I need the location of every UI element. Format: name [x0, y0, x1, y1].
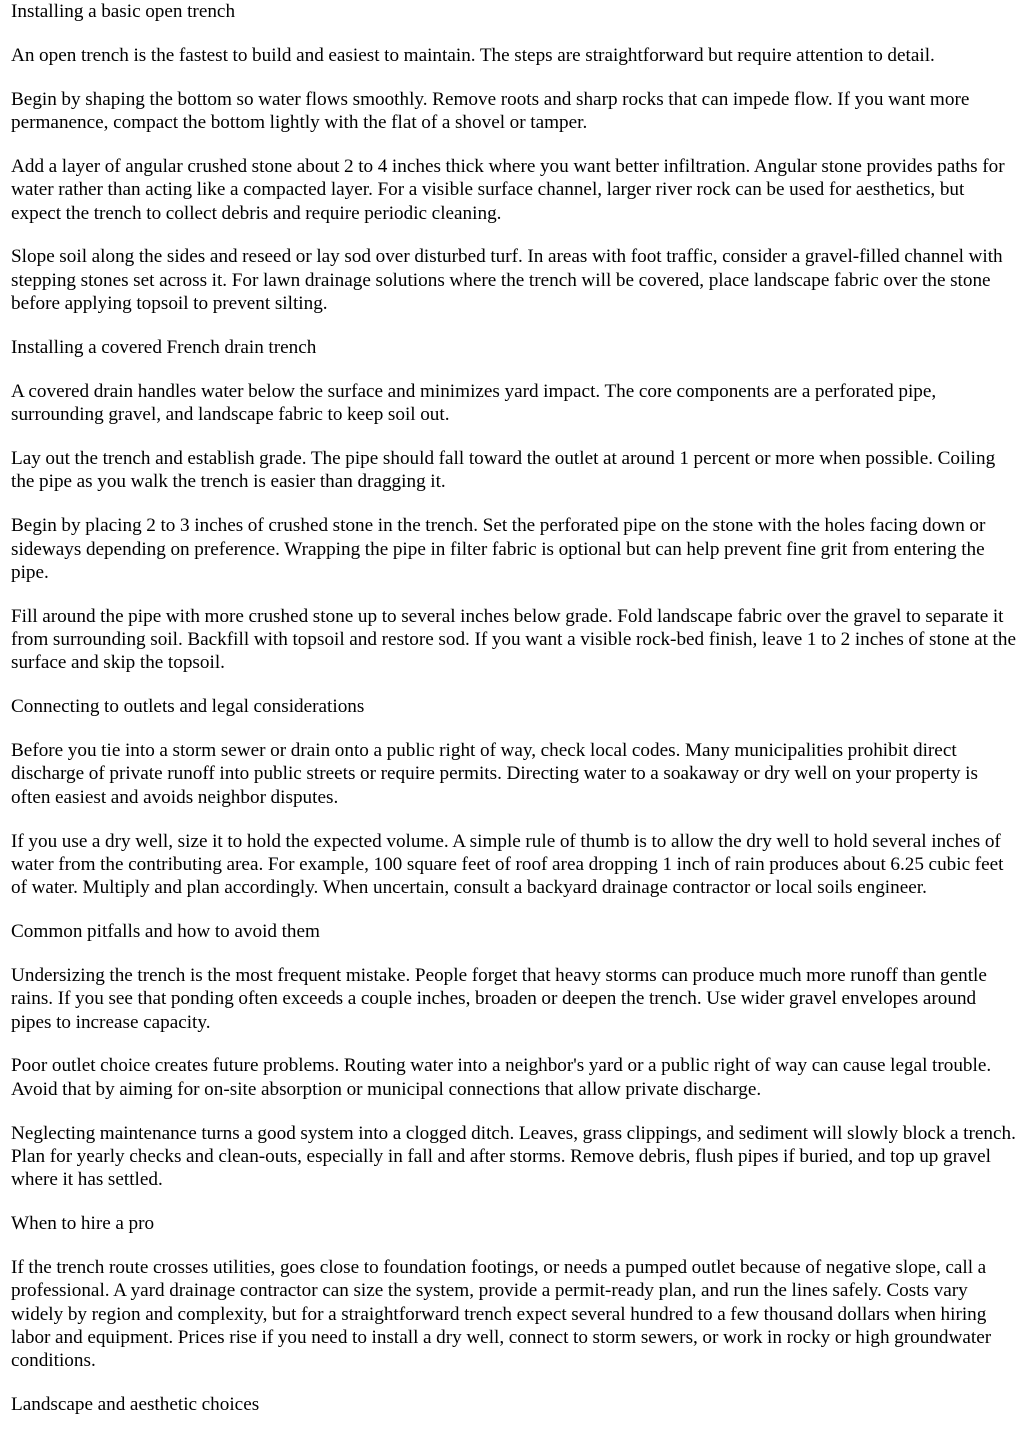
paragraph: Undersizing the trench is the most frequent mistake. People forget that heavy storms can produce much more runoff than gentle rains. If you see that ponding often exceeds a couple inches, broaden or deepen the trench. Use wider gravel envelopes around pipes to increase capacity.: [11, 964, 987, 1033]
paragraph: Begin by placing 2 to 3 inches of crushed stone in the trench. Set the perforated pipe on the stone with the holes facing down or sideways depending on preference. Wrapping the pipe in filter fabric is optional but can help prevent fine grit from entering the pipe.: [11, 515, 986, 583]
section-heading: When to hire a pro: [11, 1213, 155, 1235]
paragraph: If you use a dry well, size it to hold the expected volume. A simple rule of thumb is to allow the dry well to hold several inches of water from the contributing area. For example, 100 square feet of roof area dropping 1 inch of rain produces about 6.25 cubic feet of water. Multiply and plan accordingly. When uncertain, consult a backyard drainage contractor or local soils engineer.: [11, 830, 1004, 899]
section-heading: Installing a basic open trench: [11, 1, 236, 22]
paragraph: Neglecting maintenance turns a good system into a clogged ditch. Leaves, grass clippings, and sediment will slowly block a trench. Plan for yearly checks and clean-outs, especially in fall and after storms. Remove debris, flush pipes if buried, and top up gravel where it has settled.: [11, 1122, 1016, 1191]
paragraph: Poor outlet choice creates future problems. Routing water into a neighbor's yard or a public right of way can cause legal trouble. Avoid that by aiming for on-site absorption or municipal connections that allow private discharge.: [11, 1055, 992, 1100]
paragraph: An open trench is the fastest to build and easiest to maintain. The steps are straightforward but require attention to detail.: [11, 44, 935, 66]
paragraph: A covered drain handles water below the surface and minimizes yard impact. The core components are a perforated pipe, surrounding gravel, and landscape fabric to keep soil out.: [11, 380, 937, 426]
section-heading: Connecting to outlets and legal considerations: [11, 696, 365, 718]
section-heading: Common pitfalls and how to avoid them: [11, 921, 320, 943]
paragraph: Fill around the pipe with more crushed stone up to several inches below grade. Fold landscape fabric over the gravel to separate it from surrounding soil. Backfill with topsoil and restore sod. If you want a visible rock-bed finish, leave 1 to 2 inches of stone at the surface and skip the topsoil.: [11, 605, 1016, 674]
paragraph: Add a layer of angular crushed stone about 2 to 4 inches thick where you want better infiltration. Angular stone provides paths for water rather than acting like a compacted layer. For a visible surface channel, larger river rock can be used for aesthetics, but expect the trench to collect debris and require periodic cleaning.: [11, 155, 1005, 224]
paragraph: Slope soil along the sides and reseed or lay sod over disturbed turf. In areas with foot traffic, consider a gravel-filled channel with stepping stones set across it. For lawn drainage solutions where the trench will be covered, place landscape fabric over the stone before applying topsoil to prevent silting.: [11, 246, 1003, 315]
paragraph: Lay out the trench and establish grade. The pipe should fall toward the outlet at around 1 percent or more when possible. Coiling the pipe as you walk the trench is easier than dragging it.: [11, 448, 996, 493]
paragraph: Begin by shaping the bottom so water flows smoothly. Remove roots and sharp rocks that can impede flow. If you want more permanence, compact the bottom lightly with the flat of a shovel or tamper.: [11, 88, 970, 134]
section-heading: Landscape and aesthetic choices: [11, 1394, 260, 1416]
paragraph: If the trench route crosses utilities, goes close to foundation footings, or needs a pumped outlet because of negative slope, call a professional. A yard drainage contractor can size the system, provide a permit-ready plan, and run the lines safely. Costs vary widely by region and complexity, but for a straightforward trench expect several hundred to a few thousand dollars when hiring labor and equipment. Prices rise if you need to install a dry well, connect to storm sewers, or work in rocky or high groundwater conditions.: [11, 1256, 992, 1372]
section-heading: Installing a covered French drain trench: [11, 336, 317, 358]
paragraph: Before you tie into a storm sewer or drain onto a public right of way, check local codes. Many municipalities prohibit direct discharge of private runoff into public streets or require permits. Directing water to a soakaway or dry well on your property is often easiest and avoids neighbor disputes.: [11, 740, 978, 808]
